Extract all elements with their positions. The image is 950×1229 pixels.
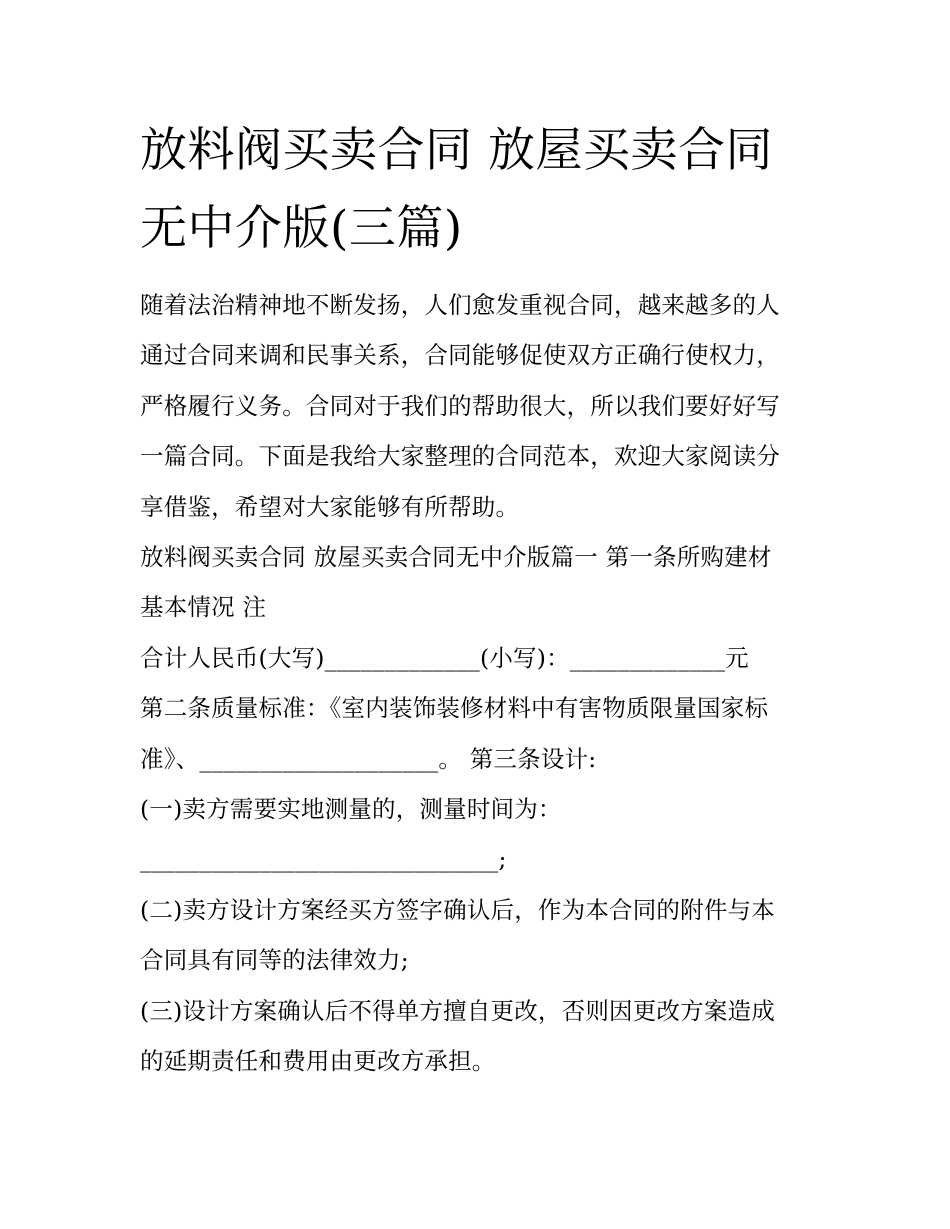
body-line-13: (二)卖方设计方案经买方签字确认后，作为本合同的附件与本 <box>140 895 775 924</box>
body-line-2: 通过合同来调和民事关系，合同能够促使双方正确行使权力， <box>140 341 780 370</box>
body-line-5: 享借鉴，希望对大家能够有所帮助。 <box>140 492 520 521</box>
body-line-14: 合同具有同等的法律效力; <box>140 946 409 975</box>
body-line-16: 的延期责任和费用由更改方承担。 <box>140 1047 496 1076</box>
body-line-1: 随着法治精神地不断发扬，人们愈发重视合同，越来越多的人 <box>140 291 780 319</box>
body-line-11: (一)卖方需要实地测量的，测量时间为： <box>140 795 562 824</box>
title-line-1: 放料阀买卖合同 放屋买卖合同 <box>140 123 773 178</box>
body-line-6: 放料阀买卖合同 放屋买卖合同无中介版篇一 第一条所购建材 <box>140 543 772 572</box>
document-title <box>140 112 840 268</box>
body-line-4: 一篇合同。下面是我给大家整理的合同范本，欢迎大家阅读分 <box>140 442 780 471</box>
body-line-7: 基本情况 注 <box>140 593 267 622</box>
body-line-12: ______________________________; <box>140 845 507 874</box>
body-line-15: (三)设计方案确认后不得单方擅自更改，否则因更改方案造成 <box>140 996 775 1025</box>
body-line-8: 合计人民币(大写)_____________(小写)：_____________元 <box>140 643 749 672</box>
body-line-3: 严格履行义务。合同对于我们的帮助很大，所以我们要好好写 <box>140 391 780 420</box>
body-line-10: 准》、____________________。 第三条设计: <box>140 744 597 773</box>
document-body <box>140 280 830 1087</box>
title-line-2: 无中介版(三篇) <box>140 201 463 256</box>
body-line-9: 第二条质量标准：《室内装饰装修材料中有害物质限量国家标 <box>140 694 769 723</box>
